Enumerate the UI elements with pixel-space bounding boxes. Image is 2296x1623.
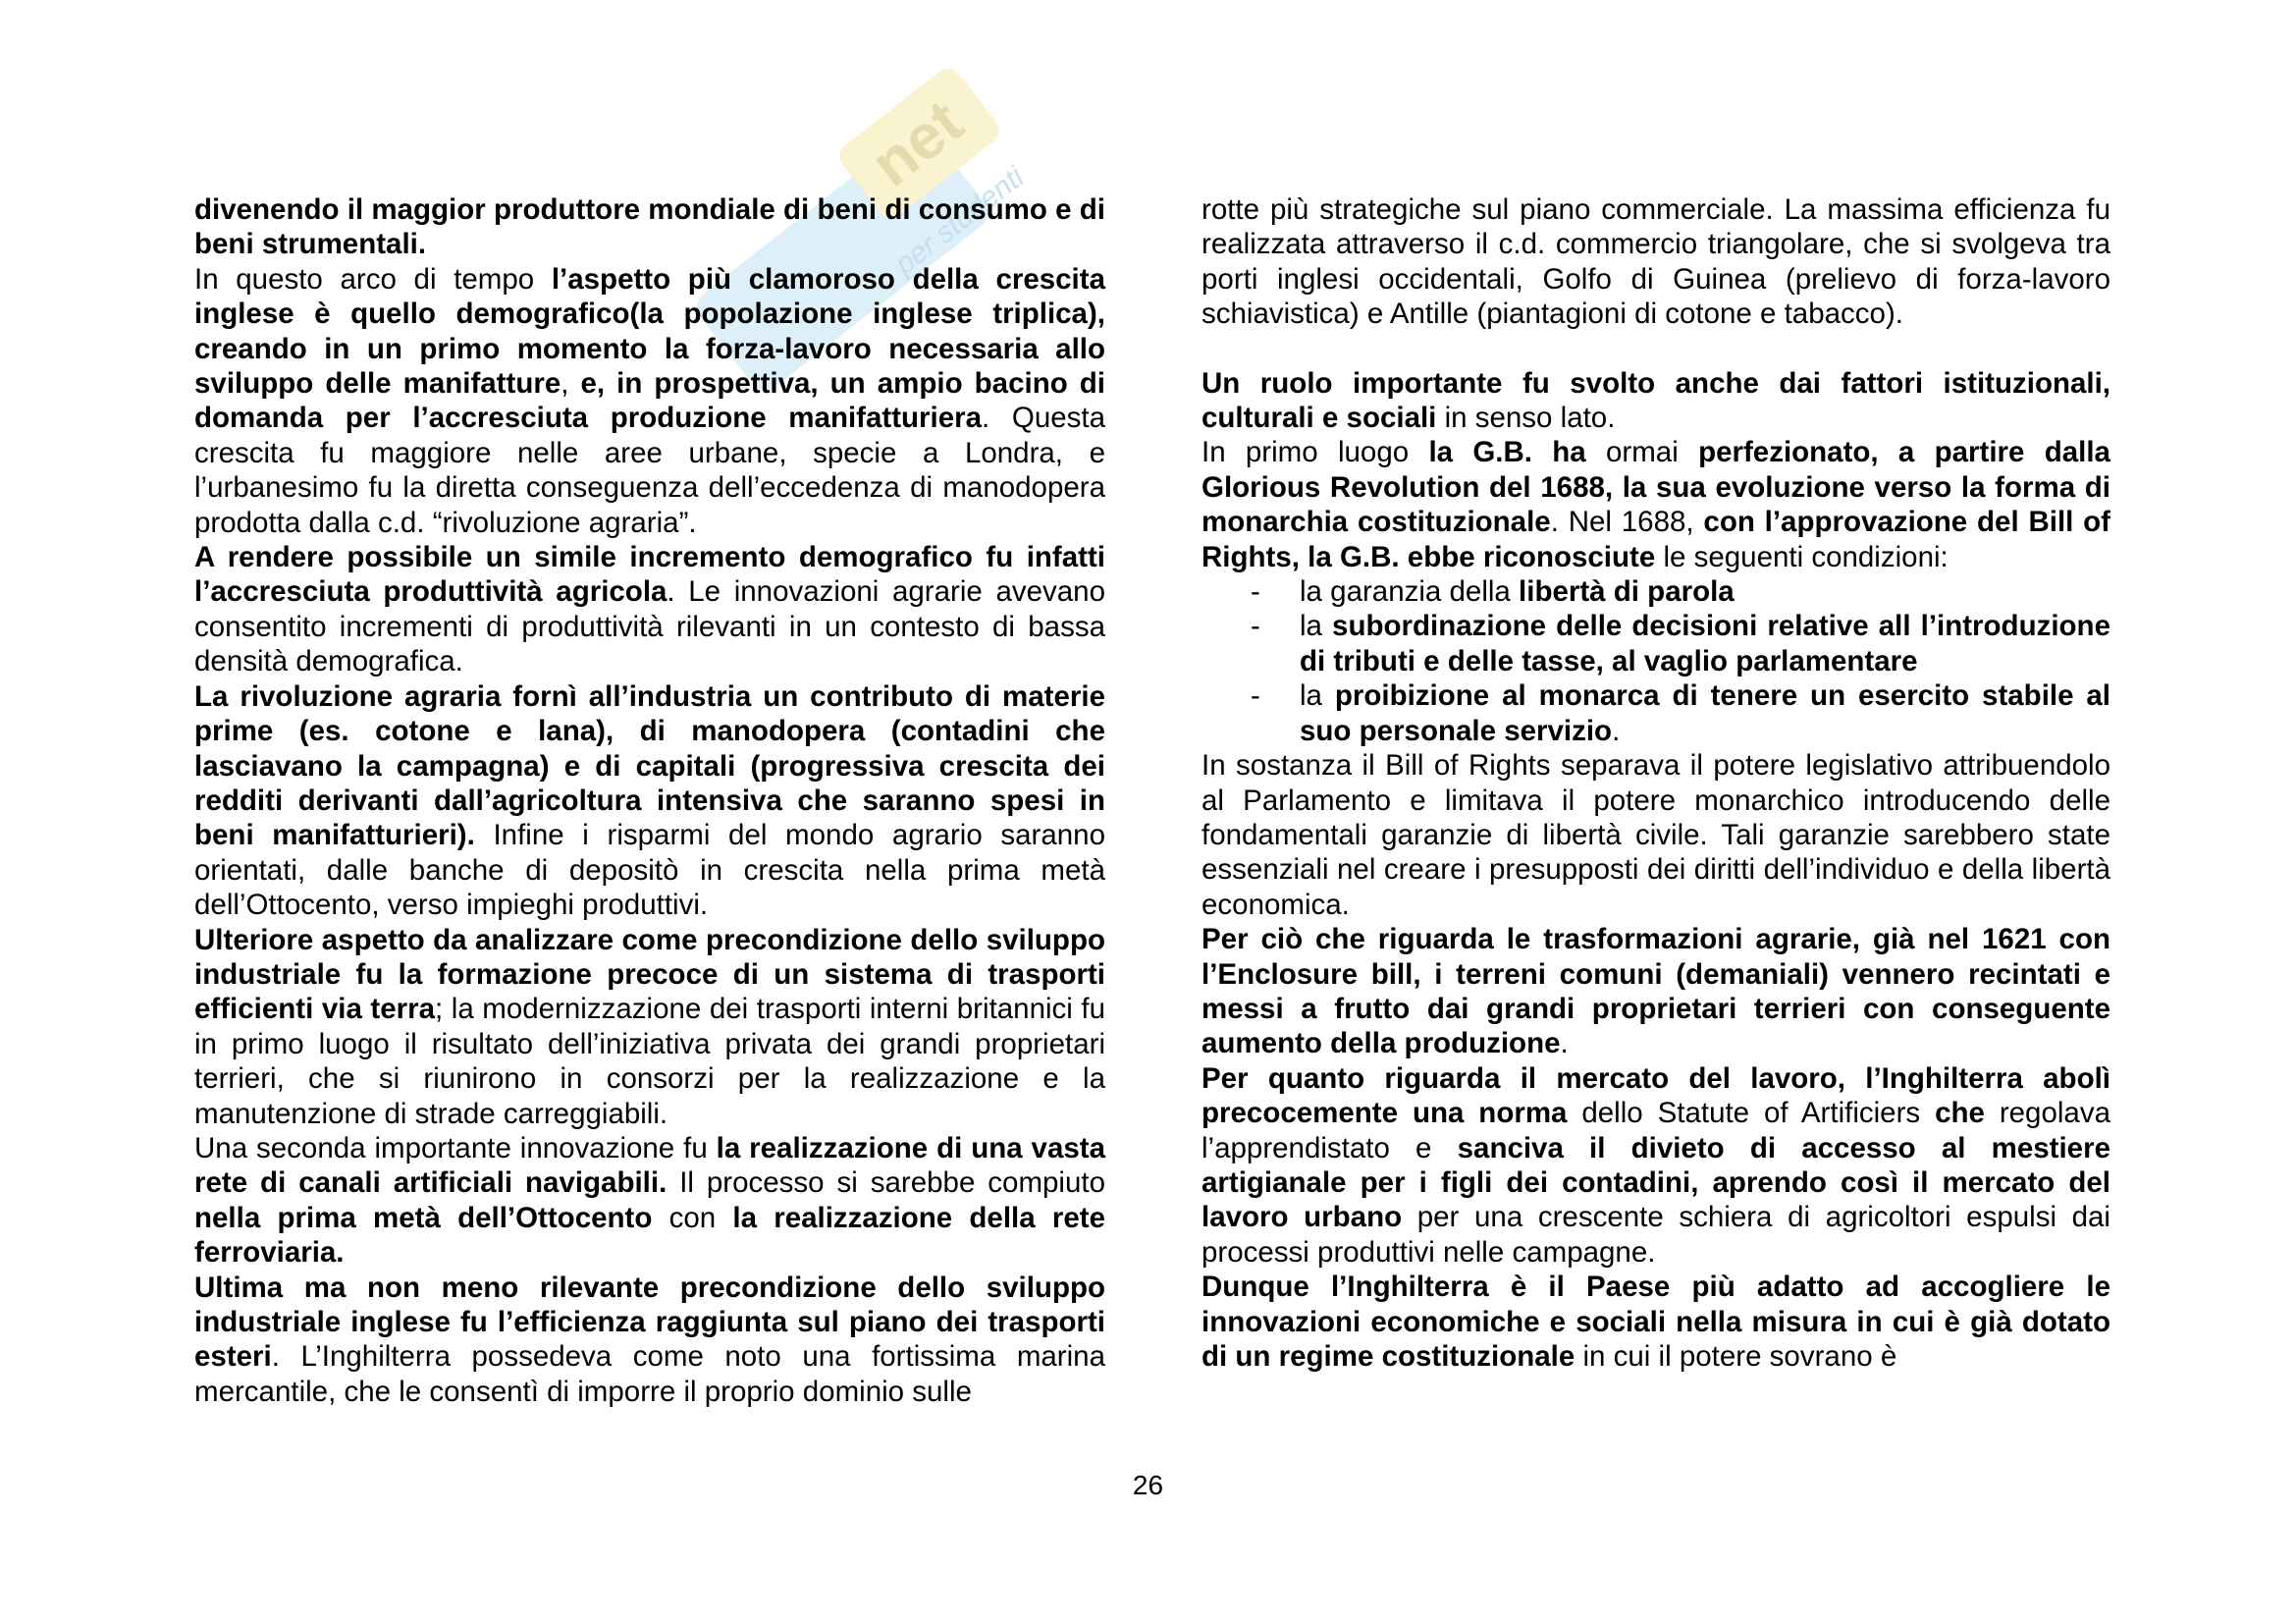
paragraph xyxy=(1201,922,2110,1061)
paragraph xyxy=(194,262,1105,540)
text-run: . Nel 1688, xyxy=(1550,506,1704,539)
dash-bullet: - xyxy=(1251,575,1260,609)
watermark-text: net xyxy=(857,85,976,200)
bold-text-run: con l’approvazione del Bill of Rights, la G.B. ebbe riconosciute xyxy=(1201,506,2110,573)
paragraph xyxy=(1201,748,2110,922)
page-number: 26 xyxy=(1132,1470,1164,1500)
text-run: la xyxy=(1300,679,1335,713)
bold-text-run: perfezionato, a partire dalla Glorious Revolution del 1688, la sua evoluzione verso la forma di monarchia costituzionale xyxy=(1201,436,2110,539)
text-run: dello Statute of Artificiers xyxy=(1567,1097,1936,1130)
bold-text-run: sanciva il divieto di accesso al mestiere artigianale per i figli dei contadini, aprendo così il mercato del lavoro urbano xyxy=(1201,1131,2110,1234)
text-run: . Questa crescita fu maggiore nelle aree urbane, specie a Londra, e l’urbanesimo fu la diretta conseguenza dell’eccedenza di manodopera prodotta dalla c.d. “rivoluzione agraria”. xyxy=(194,402,1105,539)
text-run: in cui il potere sovrano è xyxy=(1575,1340,1897,1373)
paragraph xyxy=(1201,1270,2110,1374)
bold-text-run: Ulteriore aspetto da analizzare come precondizione dello sviluppo industriale fu la formazione precoce di un sistema di trasporti efficienti via terra xyxy=(194,923,1105,1026)
text-run: la xyxy=(1300,610,1333,643)
text-run: In sostanza il Bill of Rights separava il potere legislativo attribuendolo al Parlamento e limitava il potere monarchico introducendo delle fondamentali garanzie di libertà civile. Tali garanzie sarebbero state essenziali nel creare i presupposti dei diritti dell’individuo e della libertà economica. xyxy=(1201,749,2110,921)
text-run: . xyxy=(1560,1027,1569,1060)
paragraph xyxy=(194,1271,1105,1410)
text-run: In primo luogo xyxy=(1201,436,1429,469)
paragraph xyxy=(194,1131,1105,1271)
bold-text-run: nella prima metà dell’Ottocento xyxy=(194,1201,653,1234)
text-run: Una seconda importante innovazione fu xyxy=(194,1131,717,1164)
text-run: per una crescente schiera di agricoltori espulsi dai processi produttivi nelle campagne. xyxy=(1201,1201,2110,1269)
bold-text-run: La rivoluzione agraria fornì all’industria un contributo di materie prime (es. cotone e lana), di manodopera (contadini che lasciavano la campagna) e di capitali (progressiva crescita dei redditi derivanti dall’agricoltura intensiva che saranno spesi in beni manifatturieri). xyxy=(194,679,1105,852)
list-item xyxy=(1201,574,2110,609)
list-item xyxy=(1201,609,2110,678)
text-run: Il processo si sarebbe compiuto xyxy=(667,1166,1105,1200)
paragraph xyxy=(194,923,1105,1131)
bold-text-run: l’aspetto più clamoroso della crescita inglese è quello demografico(la popolazione inglese triplica), creando in un primo momento la forza-lavoro necessaria allo sviluppo delle manifatture xyxy=(194,262,1105,401)
text-run: . L’Inghilterra possedeva come noto una fortissima marina mercantile, che le consentì di imporre il proprio dominio sulle xyxy=(194,1340,1105,1408)
paragraph xyxy=(1201,192,2110,332)
text-run: le seguenti condizioni: xyxy=(1655,540,1949,573)
bold-text-run: che xyxy=(1935,1097,1985,1130)
text-run: la garanzia della xyxy=(1300,575,1520,609)
dash-bullet: - xyxy=(1251,610,1260,643)
bold-text-run: divenendo il maggior produttore mondiale di beni di consumo e di beni strumentali. xyxy=(194,193,1105,261)
bold-text-run: e, in prospettiva, un ampio bacino di domanda per l’accresciuta produzione manifatturiera xyxy=(194,367,1105,435)
bold-text-run: la realizzazione di una vasta rete di canali artificiali navigabili. xyxy=(194,1131,1106,1200)
text-run: con xyxy=(652,1201,733,1234)
paragraph xyxy=(1201,1061,2110,1270)
text-run: . Le innovazioni agrarie avevano consentito incrementi di produttività rilevanti in un contesto di bassa densità demografica. xyxy=(194,575,1105,678)
watermark-tagline: per studenti xyxy=(888,160,1031,282)
bold-text-run: Ultima ma non meno rilevante precondizione dello sviluppo industriale inglese fu l’efficienza raggiunta sul piano dei trasporti esteri xyxy=(194,1271,1105,1374)
text-run: Infine i risparmi del mondo agrario saranno orientati, dalle banche di depositò in crescita nella prima metà dell’Ottocento, verso impieghi produttivi. xyxy=(194,819,1105,922)
right-column xyxy=(1201,192,2110,1374)
bold-text-run: Per quanto riguarda il mercato del lavoro, l’Inghilterra abolì precocemente una norma xyxy=(1201,1061,2110,1130)
dash-bullet: - xyxy=(1251,679,1260,713)
paragraph xyxy=(1201,366,2110,436)
list-item xyxy=(1201,678,2110,748)
text-run: rotte più strategiche sul piano commerciale. La massima efficienza fu realizzata attraverso il c.d. commercio triangolare, che si svolgeva tra porti inglesi occidentali, Golfo di Guinea (prelievo di forza-lavoro schiavistica) e Antille (piantagioni di cotone e tabacco). xyxy=(1201,193,2110,331)
bold-text-run: libertà di parola xyxy=(1519,575,1735,609)
bold-text-run: subordinazione delle decisioni relative all l’introduzione di tributi e delle tasse, al vaglio parlamentare xyxy=(1300,610,2110,677)
left-column xyxy=(194,192,1105,1409)
paragraph xyxy=(194,192,1105,262)
bold-text-run: A rendere possibile un simile incremento demografico fu infatti l’accresciuta produttività agricola xyxy=(194,541,1105,609)
bold-text-run: proibizione al monarca di tenere un esercito stabile al suo personale servizio xyxy=(1300,679,2110,747)
bulleted-list xyxy=(1201,574,2110,748)
bold-text-run: Dunque l’Inghilterra è il Paese più adatto ad accogliere le innovazioni economiche e sociali nella misura in cui è già dotato di un regime costituzionale xyxy=(1201,1271,2110,1373)
paragraph xyxy=(1201,435,2110,574)
bold-text-run: Per ciò che riguarda le trasformazioni agrarie, già nel 1621 con l’Enclosure bill, i terreni comuni (demaniali) vennero recintati e messi a frutto dai grandi proprietari terrieri con conseguente aumento della produzione xyxy=(1201,923,2110,1060)
text-run: ; la modernizzazione dei trasporti interni britannici fu in primo luogo il risultato dell’iniziativa privata dei grandi proprietari terrieri, che si riunirono in consorzi per la realizzazione e la manutenzione di strade carreggiabili. xyxy=(194,993,1105,1130)
bold-text-run: la G.B. ha xyxy=(1428,436,1586,469)
text-run: , xyxy=(561,367,581,401)
bold-text-run: la realizzazione della rete ferroviaria. xyxy=(194,1201,1105,1270)
text-run: ormai xyxy=(1585,436,1699,469)
paragraph xyxy=(194,679,1105,923)
text-run: . xyxy=(1612,714,1621,747)
text-run: In questo arco di tempo xyxy=(194,262,552,296)
bold-text-run: Un ruolo importante fu svolto anche dai fattori istituzionali, culturali e sociali xyxy=(1201,366,2110,435)
text-run: in senso lato. xyxy=(1436,402,1616,435)
paragraph xyxy=(194,540,1105,679)
text-run: regolava l’apprendistato e xyxy=(1201,1097,2110,1164)
